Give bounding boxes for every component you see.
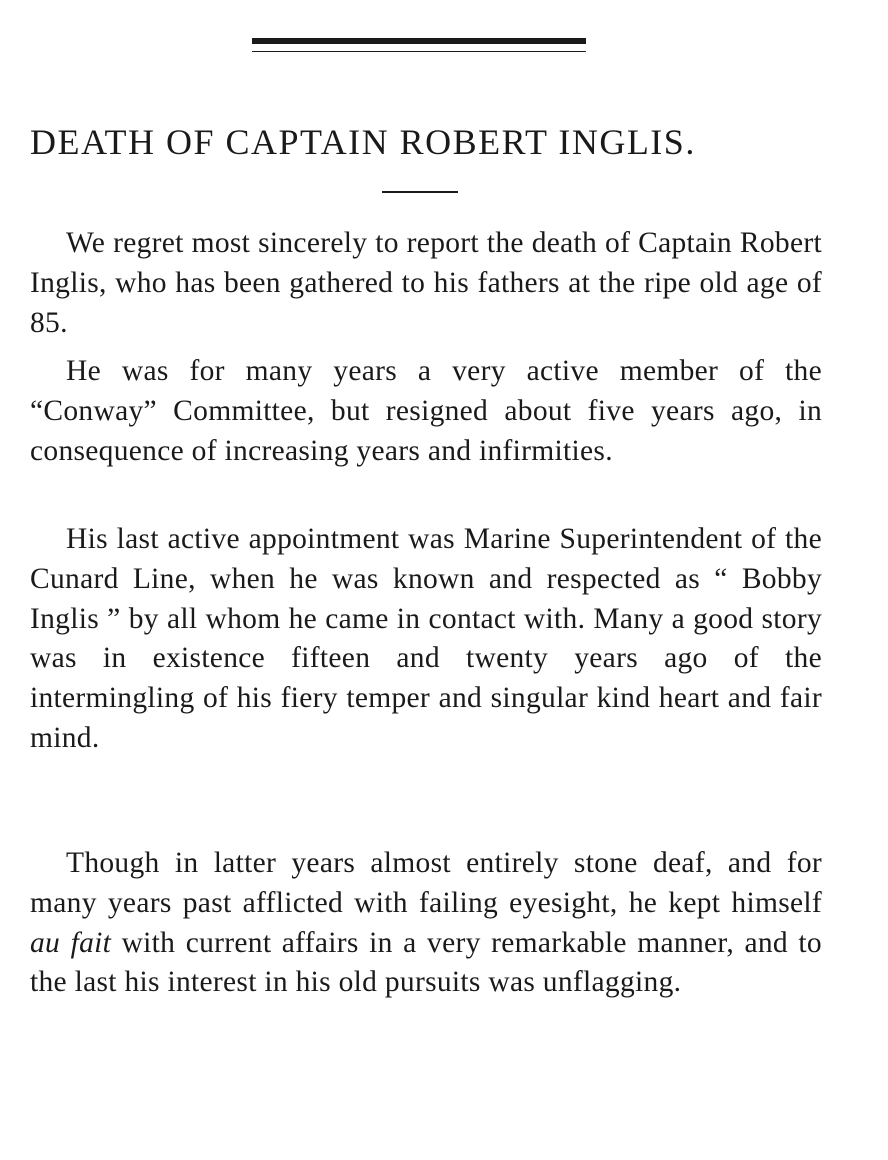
- paragraph-4-text-before: Though in latter years almost entirely stone deaf, and for many years past afflicted with failing eyesight, he kept himself: [30, 847, 822, 919]
- top-thin-rule: [252, 51, 586, 52]
- paragraph-3: His last active appointment was Marine Superintendent of the Cunard Line, when he was known and respected as “ Bobby Inglis ” by all whom he came in contact with. Many a good story was in existence fifteen and twenty years ago of the intermingling of his fiery temper and singular kind heart and fair mind.: [30, 523, 822, 754]
- top-thick-rule: [252, 38, 586, 44]
- paragraph-2: He was for many years a very active member of the “Conway” Committee, but resigned about five years ago, in consequence of increasing years and infirmities.: [30, 355, 822, 467]
- article-title: DEATH OF CAPTAIN ROBERT INGLIS.: [30, 122, 696, 162]
- paragraph-4-text-after: with current affairs in a very remarkable manner, and to the last his interest in his old pursuits was unflagging.: [30, 926, 822, 999]
- paragraph-1: We regret most sincerely to report the death of Captain Robert Inglis, who has been gathered to his fathers at the ripe old age of 85.: [30, 227, 822, 339]
- paragraph-4: [30, 844, 822, 1003]
- title-separator-rule: [382, 191, 458, 193]
- paragraph-4-italic-phrase: au fait: [30, 926, 112, 959]
